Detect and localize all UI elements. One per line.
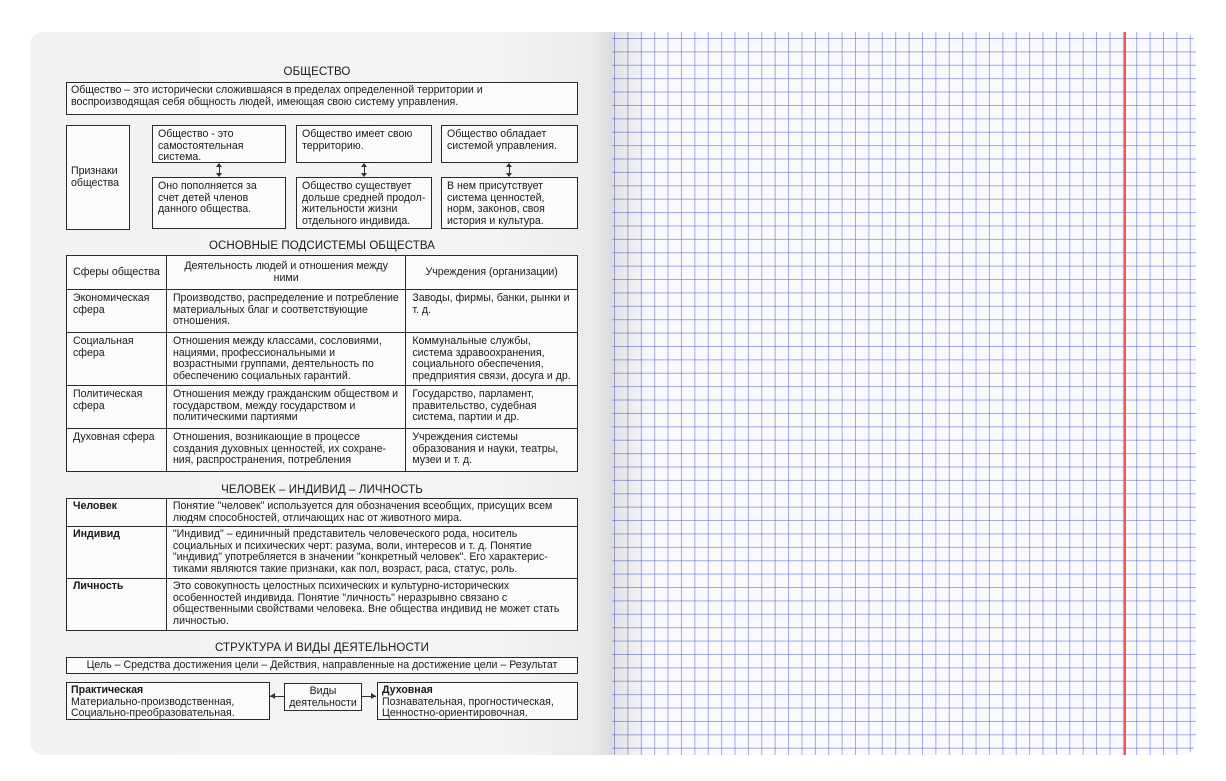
term-cell: Индивид <box>67 527 167 579</box>
sign-bottom-1: Оно пополняется за счет детей членов данного общества. <box>152 177 286 229</box>
table-row <box>67 579 578 631</box>
person-title: ЧЕЛОВЕК – ИНДИВИД – ЛИЧНОСТЬ <box>221 484 423 496</box>
definition-cell: "Индивид" – единичный представитель человеческого рода, носитель социальных и психических черт: разума, воли, интересов и т. д. Понятие "индивид" употребляется в значении "конкретный человек". Его характерис-тиками являются такие признаки, как пол, возраст, раса, статус, роль. <box>166 527 577 579</box>
activity-types-box: Виды деятельности <box>284 683 362 711</box>
practical-title: Практическая <box>71 684 144 696</box>
institutions-cell: Государство, парламент, правительство, судебная система, партии и др. <box>406 386 578 429</box>
sign-top-2: Общество имеет свою территорию. <box>296 125 432 163</box>
term-cell: Человек <box>67 499 167 527</box>
society-definition: Общество – это исторически сложившаяся в пределах определенной территории и воспроизводящая себя общность людей, имеющая свою систему управления. <box>66 82 578 115</box>
practical-activity-box <box>66 682 270 720</box>
subsystems-header-cell: Учреждения (организации) <box>406 256 578 290</box>
margin-line <box>1124 32 1126 755</box>
table-row <box>67 290 578 333</box>
left-page <box>30 32 612 755</box>
table-row <box>67 429 578 472</box>
institutions-cell: Коммунальные службы, система здравоохранения, социального обеспечения, предприятия связи, досуга и др. <box>406 333 578 386</box>
society-signs-label-text: Признаки общества <box>71 165 119 189</box>
open-notebook <box>30 32 1196 755</box>
society-title: ОБЩЕСТВО <box>283 66 351 78</box>
table-row <box>67 386 578 429</box>
sphere-cell: Социальная сфера <box>67 333 167 386</box>
right-arrow-head <box>371 693 376 699</box>
subsystems-header-cell: Сферы общества <box>67 256 167 290</box>
sign-arrow-1 <box>219 164 220 176</box>
table-row <box>67 333 578 386</box>
subsystems-header-cell: Деятельность людей и отношения между ними <box>166 256 405 290</box>
table-row <box>67 527 578 579</box>
sphere-cell: Духовная сфера <box>67 429 167 472</box>
activity-cell: Отношения между классами, сословиями, нациями, профессиональными и возрастными группами, деятельность по обеспечению социальных гарантий. <box>166 333 405 386</box>
sign-bottom-3: В нем присутствует система ценностей, норм, законов, своя история и культура. <box>441 177 578 229</box>
institutions-cell: Учреждения системы образования и науки, театры, музеи и т. д. <box>406 429 578 472</box>
right-page-grid <box>612 32 1196 755</box>
sign-top-1: Общество - это самостоятельная система. <box>152 125 286 163</box>
institutions-cell: Заводы, фирмы, банки, рынки и т. д. <box>406 290 578 333</box>
subsystems-table <box>66 255 578 472</box>
sign-bottom-2: Общество существует дольше средней продол-жительности жизни отдельного индивида. <box>296 177 432 229</box>
society-signs-label <box>66 125 130 230</box>
spiritual-title: Духовная <box>382 684 433 696</box>
subsystems-title: ОСНОВНЫЕ ПОДСИСТЕМЫ ОБЩЕСТВА <box>208 240 436 252</box>
activity-structure: Цель – Средства достижения цели – Действия, направленные на достижение цели – Результат <box>66 657 578 674</box>
sign-top-3: Общество обладает системой управления. <box>441 125 578 163</box>
sign-arrow-2 <box>364 164 365 176</box>
term-cell: Личность <box>67 579 167 631</box>
activity-cell: Производство, распределение и потребление материальных благ и соответствующие отношения. <box>166 290 405 333</box>
subsystems-header-row <box>67 256 578 290</box>
activity-title: СТРУКТУРА И ВИДЫ ДЕЯТЕЛЬНОСТИ <box>215 642 429 654</box>
spiritual-activity-box <box>377 682 578 720</box>
practical-text: Материально-производственная, Социально-преобразовательная. <box>71 695 235 719</box>
definition-cell: Понятие "человек" используется для обозначения всеобщих, присущих всем людям способностей, отличающих нас от животного мира. <box>166 499 577 527</box>
activity-cell: Отношения, возникающие в процессе создания духовных ценностей, их сохране-ния, распространения, потребления <box>166 429 405 472</box>
person-table <box>66 498 578 631</box>
sphere-cell: Экономическая сфера <box>67 290 167 333</box>
left-arrow-head <box>270 693 275 699</box>
activity-cell: Отношения между гражданским обществом и государством, между государством и политическими партиями <box>166 386 405 429</box>
sign-arrow-3 <box>509 164 510 176</box>
spiritual-text: Познавательная, прогностическая, Ценностно-ориентировочная. <box>382 695 554 719</box>
sphere-cell: Политическая сфера <box>67 386 167 429</box>
table-row <box>67 499 578 527</box>
definition-cell: Это совокупность целостных психических и культурно-исторических особенностей индивида. Понятие "личность" неразрывно связано с общественными свойствами человека. Вне общества индивид не может стать личностью. <box>166 579 577 631</box>
